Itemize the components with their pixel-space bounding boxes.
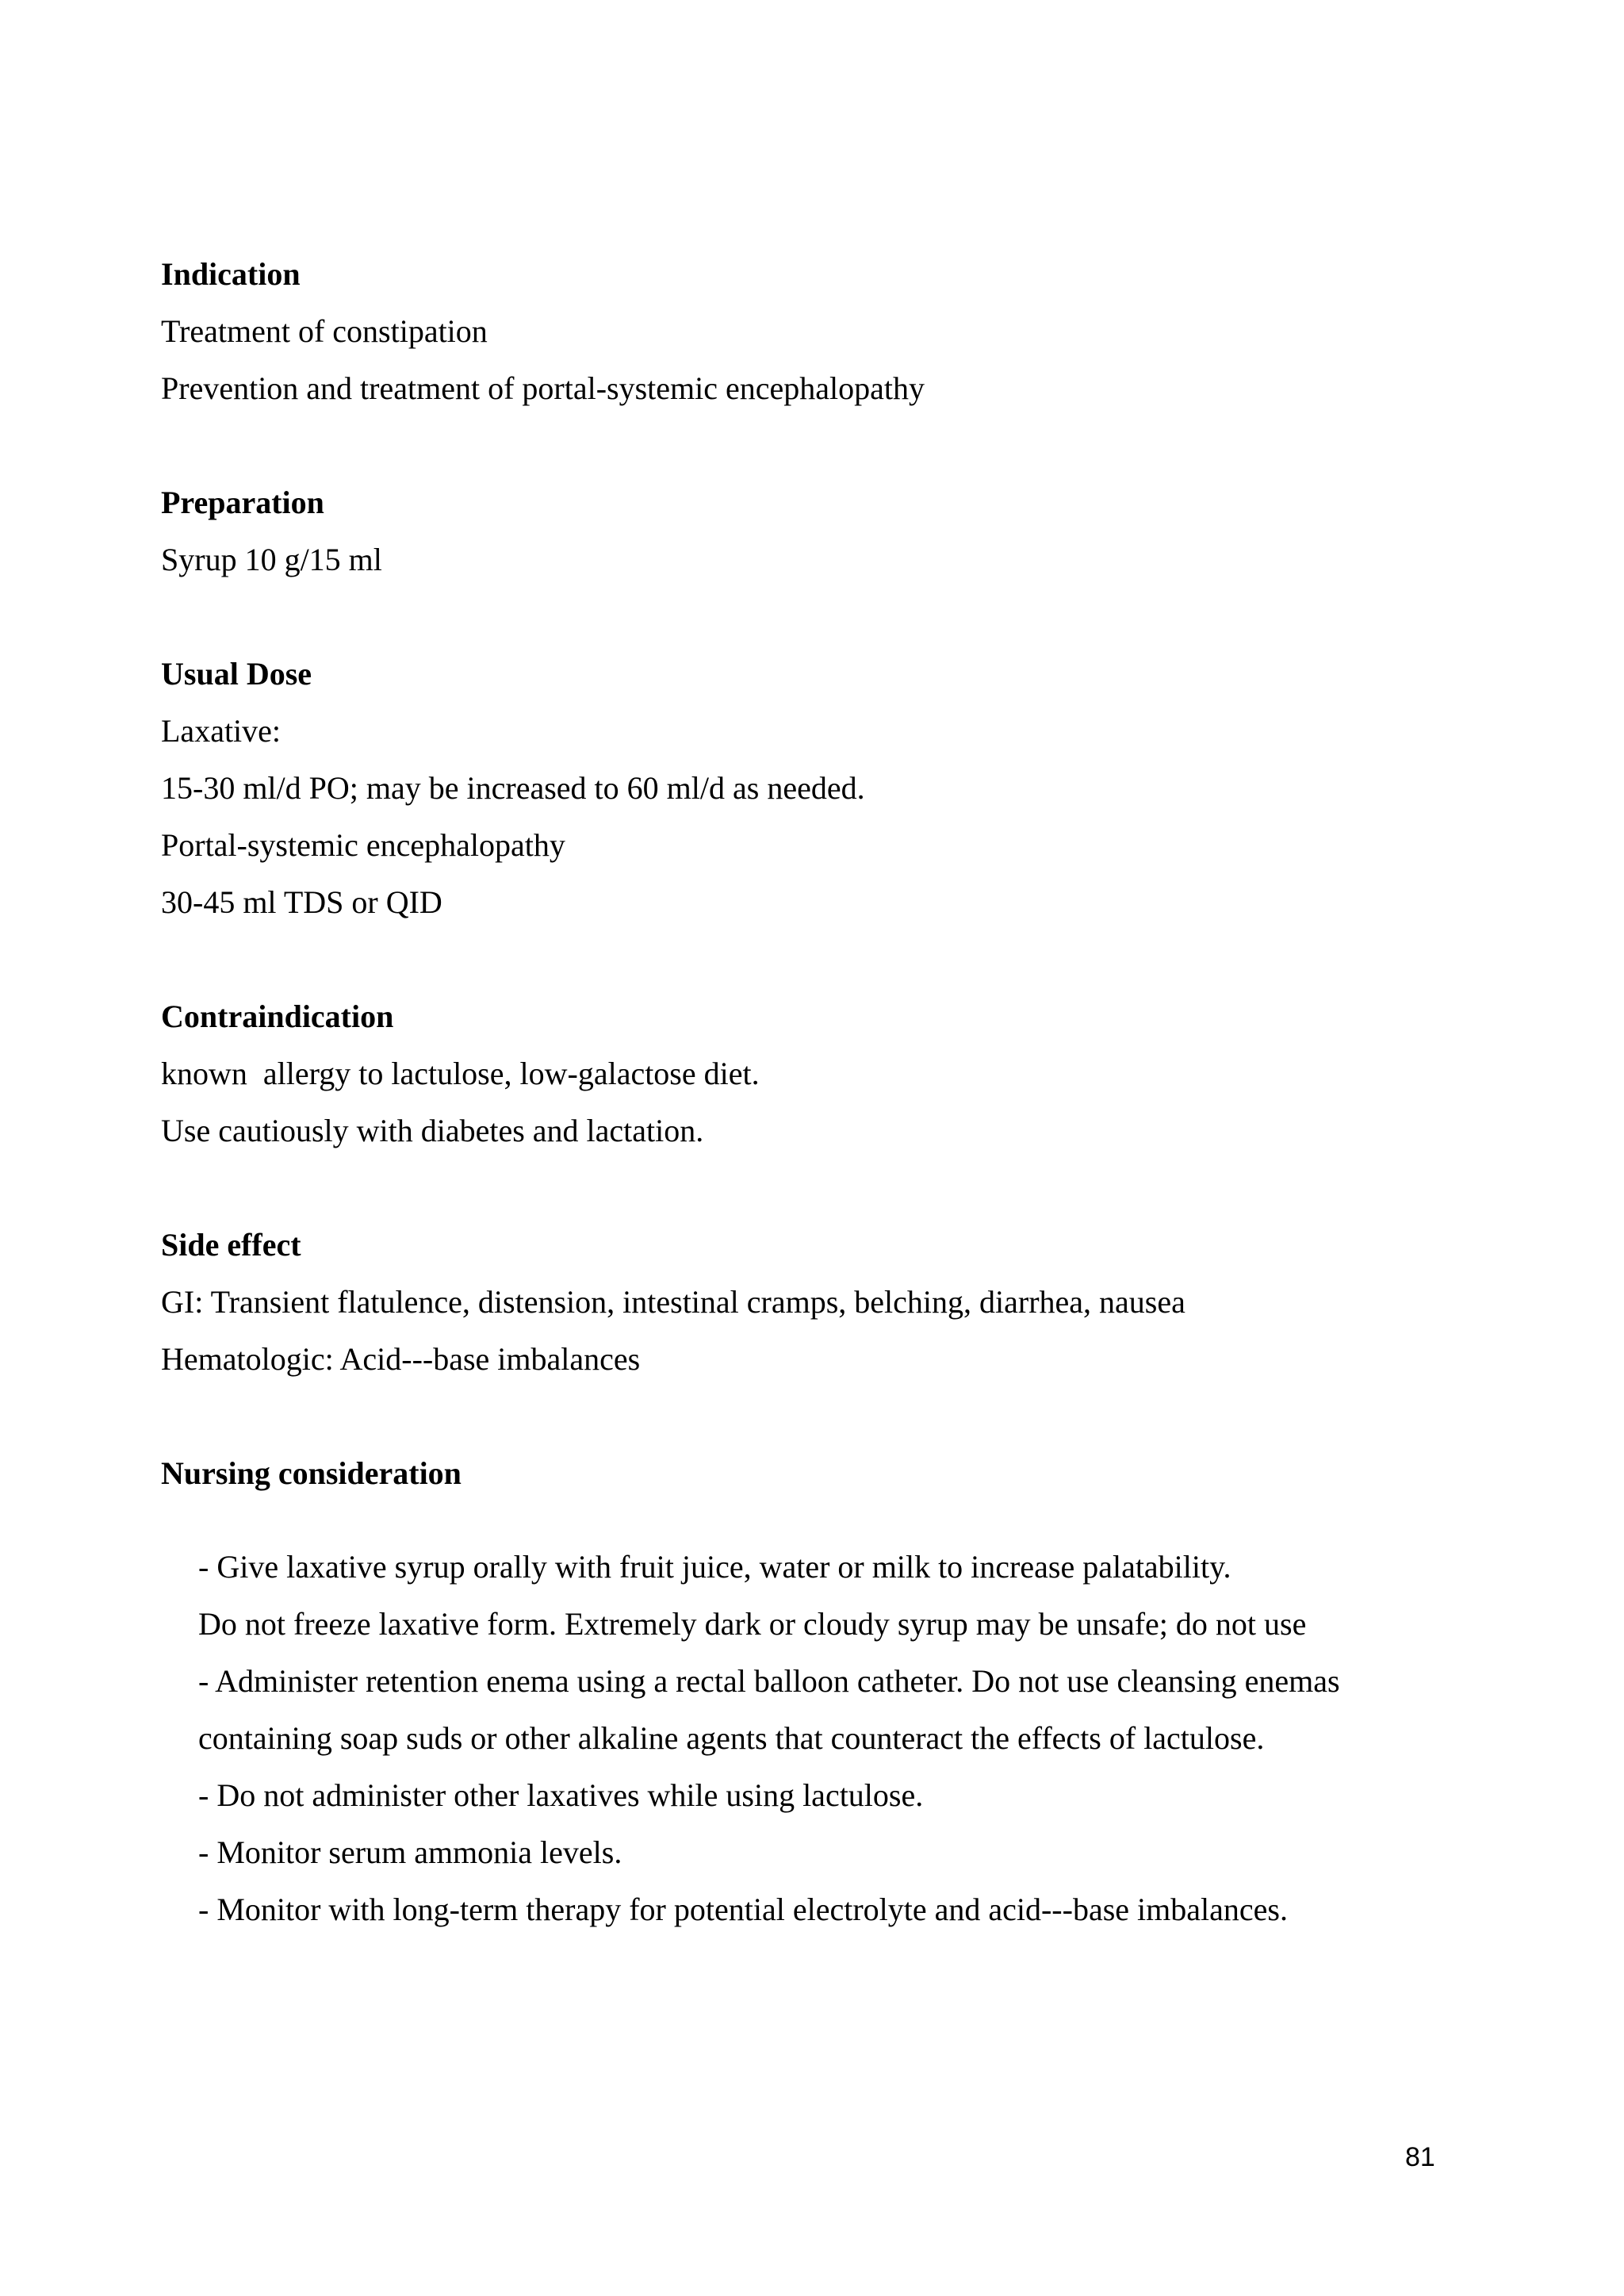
section-spacer [161,1502,1461,1539]
indication-line-2: Prevention and treatment of portal-systemic encephalopathy [161,370,925,406]
contraindication-line-2: Use cautiously with diabetes and lactation. [161,1113,704,1148]
nursing-line-3: - Administer retention enema using a rectal balloon catheter. Do not use cleansing enemas [198,1663,1340,1699]
preparation-line-1: Syrup 10 g/15 ml [161,542,382,577]
usual-dose-line-4: 30-45 ml TDS or QID [161,884,442,920]
contraindication-line-1: known allergy to lactulose, low-galactose diet. [161,1056,760,1091]
section-spacer [161,931,1461,988]
section-spacer [161,1388,1461,1445]
page-number: 81 [1405,2142,1435,2172]
usual-dose-line-2: 15-30 ml/d PO; may be increased to 60 ml/d as needed. [161,770,865,806]
indication-line-1: Treatment of constipation [161,313,488,349]
preparation-heading: Preparation [161,485,324,520]
nursing-line-7: - Monitor with long-term therapy for potential electrolyte and acid---base imbalances. [198,1892,1288,1927]
document-content [161,246,1461,1938]
side-effect-line-2: Hematologic: Acid---base imbalances [161,1341,641,1377]
side-effect-line-1: GI: Transient flatulence, distension, intestinal cramps, belching, diarrhea, nausea [161,1284,1185,1320]
section-spacer [161,417,1461,474]
usual-dose-line-1: Laxative: [161,713,282,749]
usual-dose-heading: Usual Dose [161,656,312,692]
section-spacer [161,1159,1461,1217]
nursing-line-4: containing soap suds or other alkaline agents that counteract the effects of lactulose. [198,1720,1265,1756]
nursing-heading: Nursing consideration [161,1455,462,1491]
nursing-line-1: - Give laxative syrup orally with fruit juice, water or milk to increase palatability. [198,1549,1231,1585]
indication-heading: Indication [161,256,301,292]
side-effect-heading: Side effect [161,1227,301,1263]
nursing-line-6: - Monitor serum ammonia levels. [198,1834,622,1870]
contraindication-heading: Contraindication [161,999,394,1034]
nursing-line-2: Do not freeze laxative form. Extremely dark or cloudy syrup may be unsafe; do not use [198,1606,1307,1642]
section-spacer [161,588,1461,646]
usual-dose-line-3: Portal-systemic encephalopathy [161,827,565,863]
nursing-line-5: - Do not administer other laxatives while using lactulose. [198,1777,924,1813]
